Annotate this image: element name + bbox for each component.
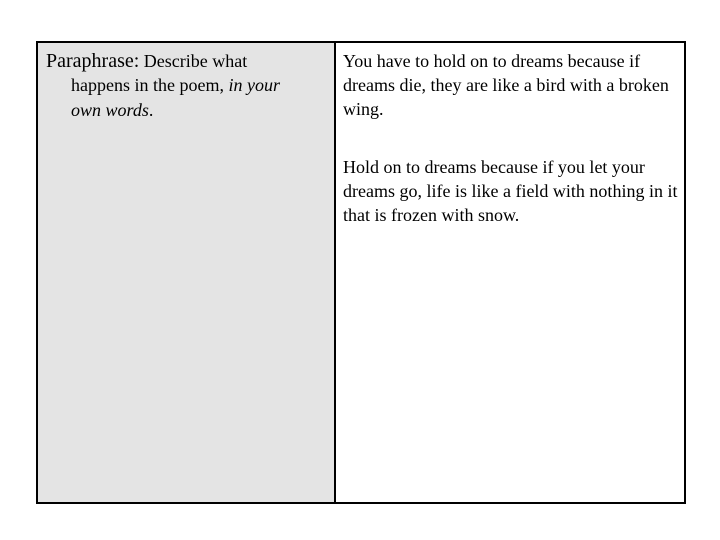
paraphrase-term: Paraphrase: <box>46 50 140 72</box>
prompt-cell <box>38 43 336 502</box>
prompt-italic-text-1: in your <box>228 75 280 95</box>
answer-paragraph-2: Hold on to dreams because if you let your dreams go, life is like a field with nothing in it that is frozen with snow. <box>343 157 678 225</box>
prompt-heading-line <box>46 49 326 73</box>
answer-paragraph-1: You have to hold on to dreams because if dreams die, they are like a bird with a broken wing. <box>343 51 669 119</box>
answer-cell <box>336 43 684 502</box>
prompt-plain-text: happens in the poem, <box>71 75 224 95</box>
prompt-end-punctuation: . <box>148 100 154 120</box>
prompt-italic-text-2: own words <box>71 100 149 120</box>
prompt-first-text: Describe what <box>143 51 248 71</box>
prompt-instruction <box>46 73 326 123</box>
paraphrase-table <box>36 41 686 504</box>
